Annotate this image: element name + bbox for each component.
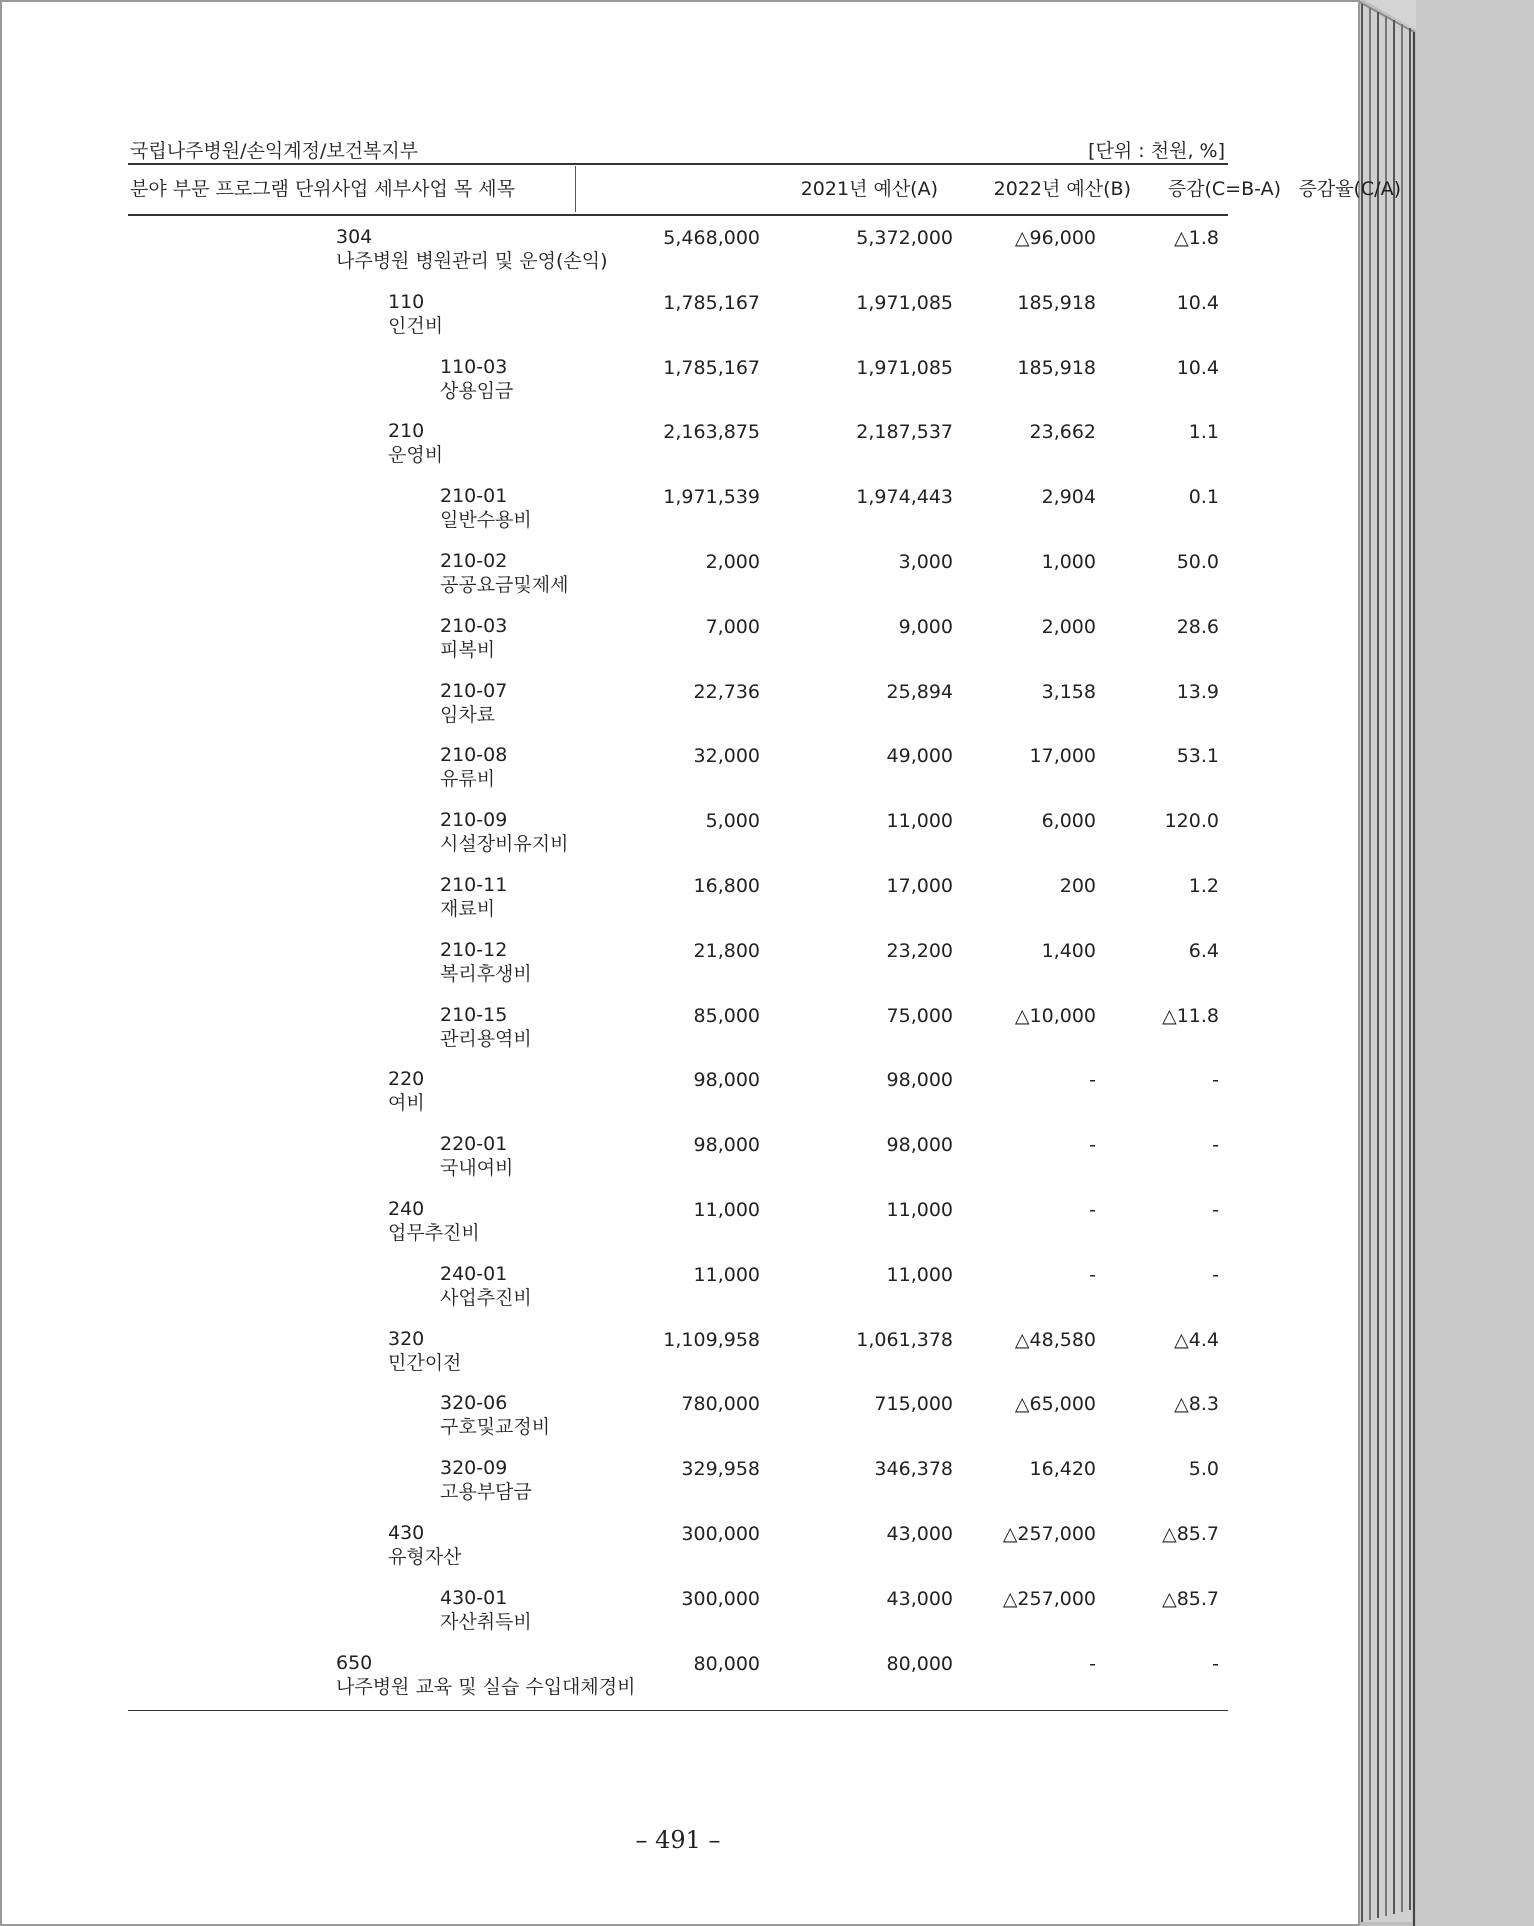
row-name: 재료비 — [440, 898, 496, 920]
row-code: 210-15 — [440, 1003, 508, 1026]
value-2022: 1,971,085 — [856, 356, 953, 379]
row-name: 복리후생비 — [440, 962, 532, 985]
row-name: 운영비 — [388, 444, 444, 467]
row-name: 나주병원 병원관리 및 운영(손익) — [336, 250, 608, 272]
row-name: 피복비 — [440, 638, 496, 661]
row-code: 220-01 — [440, 1133, 508, 1156]
table-header-row — [128, 128, 1228, 164]
value-rate: △11.8 — [1162, 1004, 1219, 1027]
row-code: 210-11 — [440, 874, 508, 896]
row-name: 업무추진비 — [388, 1222, 480, 1244]
table-row — [0, 868, 1356, 928]
value-2022: 49,000 — [886, 745, 953, 768]
table-row — [0, 933, 1356, 993]
table-row — [0, 1062, 1356, 1122]
table-row — [0, 1322, 1356, 1382]
value-rate: △85.7 — [1162, 1587, 1219, 1610]
value-2022: 75,000 — [886, 1004, 953, 1027]
row-name: 공공요금및제세 — [440, 574, 569, 596]
row-code: 210-03 — [440, 614, 508, 637]
value-rate: 5.0 — [1188, 1458, 1219, 1481]
row-code: 304 — [336, 226, 373, 248]
value-2021: 329,958 — [681, 1458, 760, 1481]
value-2022: 1,974,443 — [856, 486, 953, 509]
row-name: 국내여비 — [440, 1157, 514, 1180]
value-change: 23,662 — [1029, 421, 1096, 444]
value-rate: - — [1212, 1652, 1219, 1675]
row-code: 240 — [388, 1198, 425, 1220]
value-rate: △8.3 — [1174, 1393, 1219, 1416]
value-change: 16,420 — [1029, 1458, 1096, 1481]
unit-label: [단위 : 천원, %] — [1088, 140, 1225, 162]
row-code: 210-01 — [440, 485, 508, 508]
value-2022: 23,200 — [886, 939, 953, 962]
table-row — [0, 1192, 1356, 1252]
value-rate: 50.0 — [1176, 551, 1219, 573]
row-name: 민간이전 — [388, 1351, 462, 1374]
value-change: 17,000 — [1029, 745, 1096, 768]
value-2022: 17,000 — [886, 875, 953, 897]
value-2022: 25,894 — [886, 680, 953, 703]
row-code: 210-02 — [440, 550, 508, 572]
value-2021: 22,736 — [693, 680, 760, 703]
value-rate: - — [1212, 1263, 1219, 1286]
row-name: 일반수용비 — [440, 509, 532, 532]
table-row — [0, 350, 1356, 410]
value-change: 185,918 — [1017, 291, 1096, 314]
book-page-edges — [1356, 0, 1534, 1926]
value-2021: 300,000 — [681, 1587, 760, 1610]
value-2021: 98,000 — [693, 1134, 760, 1157]
table-row — [0, 998, 1356, 1058]
row-name: 시설장비유지비 — [440, 833, 569, 856]
column-header-change: 증감(C=B-A) — [1167, 178, 1281, 200]
row-name: 상용임금 — [440, 379, 514, 402]
value-rate: 6.4 — [1188, 939, 1219, 962]
table-row — [0, 544, 1356, 604]
value-rate: - — [1212, 1134, 1219, 1157]
value-rate: 1.2 — [1188, 875, 1219, 897]
value-rate: - — [1212, 1069, 1219, 1092]
value-2021: 1,109,958 — [663, 1328, 760, 1351]
value-2022: 43,000 — [886, 1523, 953, 1545]
row-name: 임차료 — [440, 703, 496, 726]
value-2021: 11,000 — [693, 1263, 760, 1286]
column-header-2021: 2021년 예산(A) — [800, 178, 938, 200]
value-2021: 300,000 — [681, 1523, 760, 1545]
value-2022: 11,000 — [886, 1263, 953, 1286]
value-2021: 780,000 — [681, 1393, 760, 1416]
value-change: 6,000 — [1041, 810, 1096, 833]
table-title: 국립나주병원/손익계정/보건복지부 — [130, 140, 419, 162]
value-2021: 85,000 — [693, 1004, 760, 1027]
column-header-rate: 증감율(C/A) — [1298, 178, 1401, 200]
row-name: 나주병원 교육 및 실습 수입대체경비 — [336, 1675, 636, 1698]
table-row — [0, 1257, 1356, 1317]
value-change: △257,000 — [1002, 1523, 1096, 1545]
value-2021: 80,000 — [693, 1652, 760, 1675]
value-change: △65,000 — [1014, 1393, 1096, 1416]
table-row — [0, 738, 1356, 798]
value-2022: 2,187,537 — [856, 421, 953, 444]
row-name: 관리용역비 — [440, 1027, 532, 1050]
value-rate: 28.6 — [1176, 615, 1219, 638]
value-change: - — [1089, 1199, 1096, 1221]
value-2021: 16,800 — [693, 875, 760, 897]
value-2022: 98,000 — [886, 1134, 953, 1157]
value-change: - — [1089, 1069, 1096, 1092]
value-2022: 11,000 — [886, 810, 953, 833]
row-name: 인건비 — [388, 314, 444, 337]
table-row — [0, 220, 1356, 280]
value-change: △257,000 — [1002, 1587, 1096, 1610]
table-row — [0, 1451, 1356, 1511]
value-rate: 53.1 — [1176, 745, 1219, 768]
row-code: 210-07 — [440, 679, 508, 702]
value-2021: 7,000 — [705, 615, 760, 638]
value-change: - — [1089, 1652, 1096, 1675]
table-row — [0, 1127, 1356, 1187]
row-name: 사업추진비 — [440, 1286, 532, 1309]
row-code: 320-09 — [440, 1457, 508, 1480]
row-code: 220 — [388, 1068, 425, 1091]
value-change: △10,000 — [1014, 1004, 1096, 1027]
value-2022: 43,000 — [886, 1587, 953, 1610]
value-change: 3,158 — [1041, 680, 1096, 703]
column-divider — [575, 166, 576, 212]
row-code: 240-01 — [440, 1262, 508, 1285]
row-name: 구호및교정비 — [440, 1416, 551, 1439]
table-row — [0, 1581, 1356, 1641]
table-row — [0, 803, 1356, 863]
row-name: 자산취득비 — [440, 1610, 532, 1633]
value-rate: - — [1212, 1199, 1219, 1221]
value-2022: 1,971,085 — [856, 291, 953, 314]
row-name: 고용부담금 — [440, 1481, 532, 1504]
table-row — [0, 479, 1356, 539]
value-change: 185,918 — [1017, 356, 1096, 379]
row-name: 유형자산 — [388, 1546, 462, 1568]
value-2021: 1,971,539 — [663, 486, 760, 509]
row-code: 430 — [388, 1522, 425, 1544]
column-header-category: 분야 부문 프로그램 단위사업 세부사업 목 세목 — [130, 178, 515, 200]
row-name: 여비 — [388, 1092, 425, 1115]
value-2021: 1,785,167 — [663, 291, 760, 314]
value-rate: 0.1 — [1188, 486, 1219, 509]
value-rate: 1.1 — [1188, 421, 1219, 444]
table-row — [0, 609, 1356, 669]
row-code: 430-01 — [440, 1586, 508, 1609]
value-2021: 21,800 — [693, 939, 760, 962]
page-number: – 491 – — [635, 1826, 721, 1854]
row-code: 320-06 — [440, 1392, 508, 1415]
value-2021: 5,468,000 — [663, 227, 760, 249]
column-header-2022: 2022년 예산(B) — [993, 178, 1131, 200]
row-code: 110 — [388, 290, 425, 313]
value-2021: 11,000 — [693, 1199, 760, 1221]
value-2021: 98,000 — [693, 1069, 760, 1092]
value-change: - — [1089, 1134, 1096, 1157]
value-change: 200 — [1059, 875, 1096, 897]
table-row — [0, 1646, 1356, 1706]
value-rate: △4.4 — [1174, 1328, 1219, 1351]
row-code: 210-12 — [440, 938, 508, 961]
value-2022: 346,378 — [874, 1458, 953, 1481]
value-2021: 2,000 — [705, 551, 760, 573]
value-2022: 11,000 — [886, 1199, 953, 1221]
value-change: - — [1089, 1263, 1096, 1286]
value-2022: 80,000 — [886, 1652, 953, 1675]
value-change: 2,000 — [1041, 615, 1096, 638]
table-row — [0, 285, 1356, 345]
bottom-rule — [128, 1710, 1228, 1711]
value-rate: 10.4 — [1176, 291, 1219, 314]
value-2022: 3,000 — [898, 551, 953, 573]
value-rate: △1.8 — [1174, 227, 1219, 249]
value-change: △48,580 — [1014, 1328, 1096, 1351]
row-code: 210-08 — [440, 744, 508, 767]
value-2021: 5,000 — [705, 810, 760, 833]
row-code: 320 — [388, 1327, 425, 1350]
table-row — [0, 1516, 1356, 1576]
value-rate: 120.0 — [1164, 810, 1219, 833]
row-code: 210 — [388, 420, 425, 443]
value-2022: 9,000 — [898, 615, 953, 638]
table-row — [0, 1386, 1356, 1446]
row-code: 210-09 — [440, 809, 508, 832]
row-code: 110-03 — [440, 355, 508, 378]
table-row — [0, 414, 1356, 474]
value-2021: 32,000 — [693, 745, 760, 768]
value-change: 1,400 — [1041, 939, 1096, 962]
value-2022: 1,061,378 — [856, 1328, 953, 1351]
value-change: △96,000 — [1014, 227, 1096, 249]
value-rate: 13.9 — [1176, 680, 1219, 703]
value-2022: 5,372,000 — [856, 227, 953, 249]
value-rate: △85.7 — [1162, 1523, 1219, 1545]
value-2021: 2,163,875 — [663, 421, 760, 444]
row-code: 650 — [336, 1651, 373, 1674]
value-change: 2,904 — [1041, 486, 1096, 509]
row-name: 유류비 — [440, 768, 496, 791]
value-2022: 715,000 — [874, 1393, 953, 1416]
value-2021: 1,785,167 — [663, 356, 760, 379]
value-change: 1,000 — [1041, 551, 1096, 573]
value-rate: 10.4 — [1176, 356, 1219, 379]
table-row — [0, 674, 1356, 734]
value-2022: 98,000 — [886, 1069, 953, 1092]
header-bottom-rule — [128, 214, 1228, 216]
